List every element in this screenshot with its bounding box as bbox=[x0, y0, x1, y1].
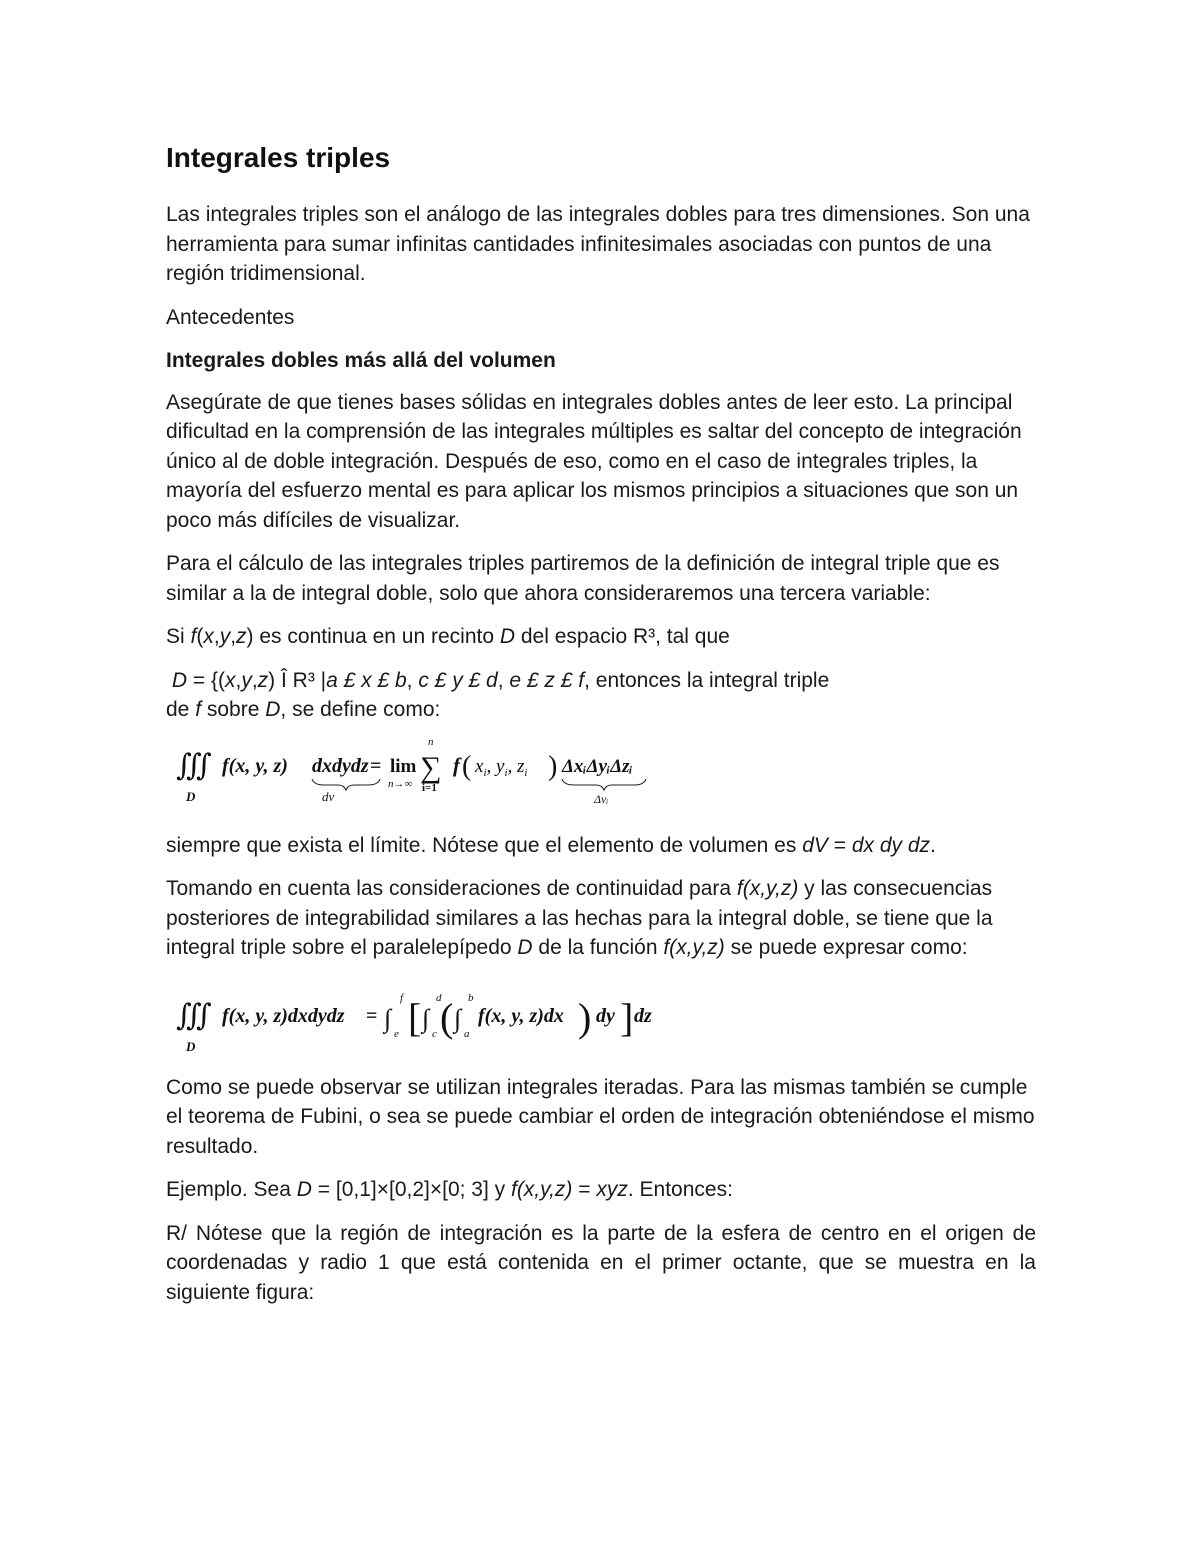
left-bracket: [ bbox=[408, 994, 422, 1040]
svg-text:f: f bbox=[453, 752, 460, 777]
svg-text:D: D bbox=[186, 788, 196, 804]
svg-text:dxdydz: dxdydz bbox=[312, 754, 369, 777]
integral-sign-inner: ∫ bbox=[454, 1003, 462, 1033]
svg-text:a: a bbox=[464, 1027, 470, 1040]
underbrace-dvi bbox=[562, 779, 646, 790]
svg-text:n: n bbox=[428, 735, 434, 748]
triple-integral-sign: ∭ bbox=[176, 998, 212, 1032]
right-bracket: ] bbox=[620, 994, 634, 1040]
svg-text:f: f bbox=[400, 991, 404, 1004]
svg-text:dz: dz bbox=[634, 1004, 652, 1027]
tomando-paragraph: Tomando en cuenta las consideraciones de continuidad para f(x,y,z) y las consecuencias posteriores de integrabilidad similares a las hechas para la integral doble, se tiene que la integral triple sobre el paralelepípedo D de la función f(x,y,z) se puede expresar como: bbox=[166, 877, 993, 959]
svg-text:n→∞: n→∞ bbox=[388, 777, 413, 790]
svg-text:D: D bbox=[186, 1038, 196, 1054]
svg-text:dy: dy bbox=[596, 1004, 615, 1027]
svg-text:f(x, y, z)dx: f(x, y, z)dx bbox=[478, 1004, 564, 1027]
svg-text:ΔxᵢΔyᵢΔzᵢ: ΔxᵢΔyᵢΔzᵢ bbox=[562, 755, 633, 777]
iterated-integral-formula bbox=[170, 977, 670, 1057]
si-paragraph: Si f(x,y,z) es continua en un recinto D del espacio R³, tal que bbox=[166, 625, 730, 648]
triple-integral-definition-formula bbox=[170, 735, 670, 815]
svg-text:=: = bbox=[370, 754, 382, 777]
sigma-sign: ∑ bbox=[420, 750, 442, 784]
intro-paragraph: Las integrales triples son el análogo de las integrales dobles para tres dimensiones. Son una herramienta para sumar infinitas cantidades infinitesimales asociadas con puntos de una región tridimensional. bbox=[166, 203, 1030, 285]
svg-text:Δvᵢ: Δvᵢ bbox=[594, 791, 609, 806]
page-title: Integrales triples bbox=[166, 142, 391, 173]
svg-text:dv: dv bbox=[322, 788, 335, 804]
svg-text:d: d bbox=[436, 991, 442, 1004]
svg-text:f(x, y, z)dxdydz: f(x, y, z)dxdydz bbox=[222, 1004, 345, 1027]
integral-sign-middle: ∫ bbox=[422, 1003, 430, 1033]
triple-integral-sign: ∭ bbox=[176, 748, 212, 782]
right-paren-large: ) bbox=[548, 750, 558, 782]
left-paren-large: ( bbox=[462, 750, 472, 782]
right-paren: ) bbox=[578, 994, 592, 1040]
sample-point-args: $x_i$, $y_i$, $z_i$ bbox=[475, 755, 528, 779]
svg-text:e: e bbox=[394, 1027, 399, 1040]
integral-sign-outer: ∫ bbox=[384, 1003, 392, 1033]
respuesta-paragraph: R/ Nótese que la región de integración es la parte de la esfera de centro en el origen de coordenadas y radio 1 que está contenida en el primer octante, que se muestra en la siguiente figura: bbox=[166, 1221, 1036, 1304]
svg-text:f(x, y, z): f(x, y, z) bbox=[222, 754, 288, 777]
ejemplo-paragraph: Ejemplo. Sea D = [0,1]×[0,2]×[0; 3] y f(x,y,z) = xyz. Entonces: bbox=[166, 1178, 733, 1201]
siempre-paragraph: siempre que exista el límite. Nótese que el elemento de volumen es dV = dx dy dz. bbox=[166, 833, 936, 857]
bases-paragraph: Asegúrate de que tienes bases sólidas en integrales dobles antes de leer esto. La principal dificultad en la comprensión de las integrales múltiples es saltar del concepto de integración único al de doble integración. Después de eso, como en el caso de integrales triples, la mayoría del esfuerzo mental es para aplicar los mismos principios a situaciones que son un poco más difíciles de visualizar. bbox=[166, 390, 1022, 532]
antecedentes-label: Antecedentes bbox=[166, 305, 295, 329]
section-subheading: Integrales dobles más allá del volumen bbox=[166, 349, 556, 372]
svg-text:c: c bbox=[432, 1027, 437, 1040]
svg-text:b: b bbox=[468, 991, 474, 1004]
svg-text:i=1: i=1 bbox=[422, 781, 437, 794]
domain-definition: D = {(x,y,z) Î R³ |a £ x £ b, c £ y £ d, e £ z £ f, entonces la integral triple de f sobre D, se define como: bbox=[166, 668, 830, 721]
svg-text:lim: lim bbox=[390, 755, 417, 777]
como-paragraph: Como se puede observar se utilizan integrales iteradas. Para las mismas también se cumple el teorema de Fubini, o sea se puede cambiar el orden de integración obteniéndose el mismo resultado. bbox=[166, 1075, 1035, 1158]
calculo-paragraph: Para el cálculo de las integrales triples partiremos de la definición de integral triple que es similar a la de integral doble, solo que ahora consideraremos una tercera variable: bbox=[166, 552, 1000, 605]
document-page bbox=[166, 138, 1036, 1321]
left-paren: ( bbox=[440, 994, 454, 1040]
svg-text:=: = bbox=[366, 1004, 378, 1027]
